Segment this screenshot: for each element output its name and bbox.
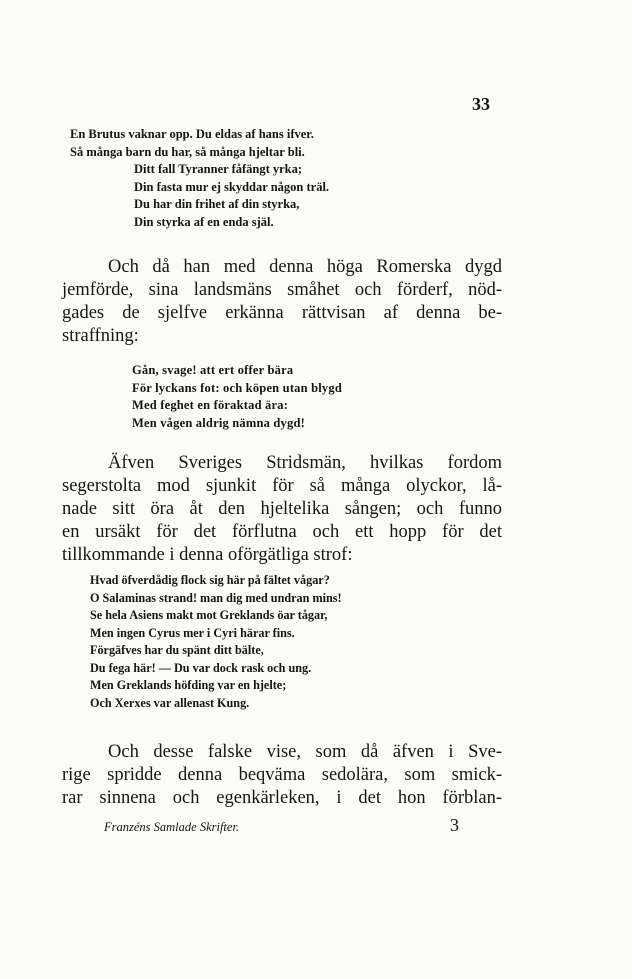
prose-line: rar sinnena och egenkärleken, i det hon förblan- — [62, 788, 502, 808]
verse-line: Du har din frihet af din styrka, — [134, 197, 300, 211]
verse-line: Men ingen Cyrus mer i Cyri härar fins. — [90, 625, 295, 640]
paragraph-1 — [62, 256, 502, 348]
prose-line: jemförde, sina landsmäns småhet och förderf, nöd- — [62, 280, 502, 300]
verse-line: Men Greklands höfding var en hjelte; — [90, 678, 287, 692]
prose-line: tillkommande i denna oförgätliga strof: — [62, 545, 353, 565]
prose-line: segerstolta mod sjunkit för så många olyckor, lå- — [62, 476, 502, 496]
prose-line: gades de sjelfve erkänna rättvisan af denna be- — [62, 303, 502, 323]
verse-line: Din styrka af en enda själ. — [134, 214, 274, 229]
verse-stanza-2 — [132, 362, 342, 432]
prose-line: Och desse falske vise, som då äfven i Sve- — [108, 742, 502, 762]
paragraph-2 — [62, 452, 502, 567]
footer-book-title: Franzéns Samlade Skrifter. — [104, 820, 240, 834]
verse-stanza-3 — [90, 572, 342, 712]
prose-line: en ursäkt för det förflutna och ett hopp för det — [62, 522, 502, 542]
signature-mark: 3 — [450, 815, 459, 835]
verse-line: En Brutus vaknar opp. Du eldas af hans ifver. — [70, 127, 314, 141]
verse-line: Men vågen aldrig nämna dygd! — [132, 415, 305, 430]
verse-line: Du fega här! — Du var dock rask och ung. — [90, 660, 312, 675]
verse-line: Hvad öfverdådig flock sig här på fältet vågar? — [90, 573, 330, 587]
verse-line: Och Xerxes var allenast Kung. — [90, 695, 250, 710]
verse-stanza-1 — [70, 126, 329, 231]
prose-line: straffning: — [62, 326, 139, 346]
paragraph-3 — [62, 741, 502, 810]
prose-line: Och då han med denna höga Romerska dygd — [108, 257, 502, 277]
prose-line: rige spridde denna beqväma sedolära, som smick- — [62, 765, 502, 785]
verse-line: För lyckans fot: och köpen utan blygd — [132, 380, 342, 395]
page-number: 33 — [472, 94, 490, 114]
prose-line: Äfven Sveriges Stridsmän, hvilkas fordom — [108, 453, 502, 473]
verse-line: Med feghet en föraktad ära: — [132, 398, 289, 412]
verse-line: Gån, svage! att ert offer bära — [132, 363, 294, 377]
verse-line: Se hela Asiens makt mot Greklands öar tågar, — [90, 608, 328, 622]
verse-line: Ditt fall Tyranner fåfängt yrka; — [134, 162, 303, 176]
prose-line: nade sitt öra åt den hjeltelika sången; och funno — [62, 499, 502, 519]
verse-line: Din fasta mur ej skyddar någon träl. — [134, 179, 330, 194]
verse-line: O Salaminas strand! man dig med undran mins! — [90, 590, 342, 605]
verse-line: Så många barn du har, så många hjeltar bli. — [70, 144, 305, 159]
verse-line: Förgäfves har du spänt ditt bälte, — [90, 643, 264, 657]
